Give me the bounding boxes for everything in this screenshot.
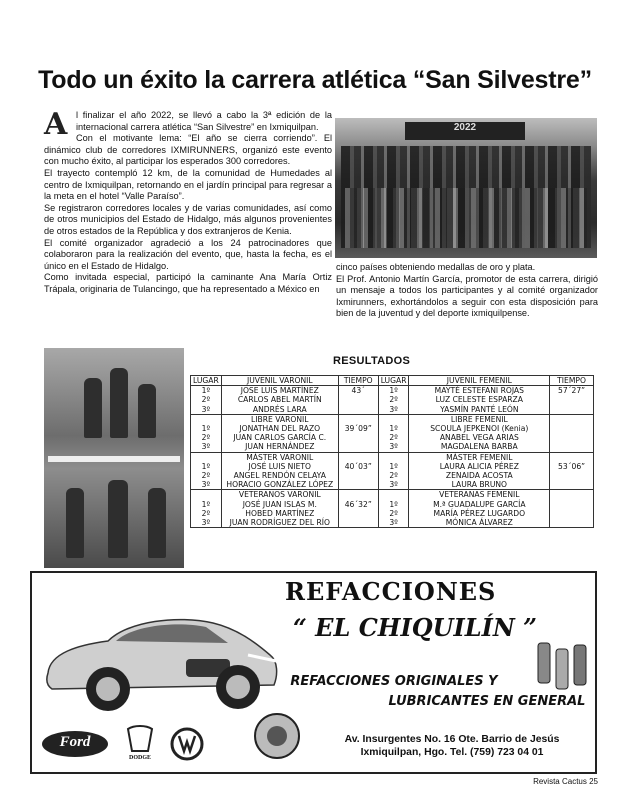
table-cell: LIBRE FEMENIL bbox=[409, 414, 550, 424]
table-cell bbox=[550, 518, 594, 528]
column-header: LUGAR bbox=[378, 376, 409, 386]
table-row bbox=[191, 471, 594, 480]
paragraph: Como invitada especial, participó la caminante Ana María Ortiz Trápala, originaria de Tulancingo, que ha representado a México en bbox=[44, 272, 332, 294]
table-cell: 3º bbox=[378, 518, 409, 528]
table-row bbox=[191, 509, 594, 518]
table-cell bbox=[338, 433, 378, 442]
table-cell: 3º bbox=[378, 405, 409, 415]
table-cell bbox=[338, 395, 378, 404]
runners-group-photo bbox=[335, 118, 597, 258]
advertisement bbox=[30, 571, 597, 774]
table-cell: 2º bbox=[191, 471, 222, 480]
table-row bbox=[191, 386, 594, 396]
table-cell: 2º bbox=[378, 509, 409, 518]
table-cell: ANGEL RENDÓN CELAYA bbox=[221, 471, 338, 480]
results-title: RESULTADOS bbox=[333, 355, 411, 367]
column-header: TIEMPO bbox=[338, 376, 378, 386]
table-cell bbox=[550, 480, 594, 490]
table-cell: JOSÉ JUAN ISLAS M. bbox=[221, 500, 338, 509]
table-cell bbox=[550, 500, 594, 509]
table-cell: 2º bbox=[191, 433, 222, 442]
table-cell: 39´09” bbox=[338, 424, 378, 433]
car-illustration bbox=[38, 593, 283, 713]
table-cell: LAURA BRUNO bbox=[409, 480, 550, 490]
table-cell: 40´03” bbox=[338, 462, 378, 471]
table-cell: VETERANOS VARONIL bbox=[221, 490, 338, 500]
table-cell: 46´32” bbox=[338, 500, 378, 509]
ad-tagline: LUBRICANTES EN GENERAL bbox=[388, 694, 586, 709]
table-cell bbox=[338, 471, 378, 480]
table-cell: JUAN CARLOS GARCÍA C. bbox=[221, 433, 338, 442]
ad-address-line: Av. Insurgentes No. 16 Ote. Barrio de Jesús bbox=[344, 734, 560, 745]
results-table bbox=[190, 375, 594, 528]
table-cell: 1º bbox=[191, 462, 222, 471]
paragraph: l finalizar el año 2022, se llevó a cabo la 3ª edición de la internacional carrera atlética “San Silvestre” en Ixmiquilpan. bbox=[76, 110, 332, 132]
table-cell: 1º bbox=[378, 386, 409, 396]
paragraph: Con el motivante lema: “El año se cierra corriendo”. El dinámico club de corredores IXMIRUNNERS, organizó este evento con mucho éxito, al participar los esperados 300 corredores. bbox=[44, 133, 332, 167]
column-header: LUGAR bbox=[191, 376, 222, 386]
table-cell: JONATHAN DEL RAZO bbox=[221, 424, 338, 433]
table-cell: HOBED MARTÍNEZ bbox=[221, 509, 338, 518]
table-cell: 1º bbox=[378, 500, 409, 509]
table-cell: 3º bbox=[191, 518, 222, 528]
table-row bbox=[191, 462, 594, 471]
table-cell: 57´27” bbox=[550, 386, 594, 396]
table-cell: 1º bbox=[378, 462, 409, 471]
table-row bbox=[191, 424, 594, 433]
table-cell bbox=[550, 424, 594, 433]
photo-banner: 2022 bbox=[405, 122, 525, 140]
table-cell bbox=[550, 433, 594, 442]
clutch-disc-icon bbox=[252, 711, 302, 761]
spark-plugs-icon bbox=[532, 639, 594, 699]
table-cell bbox=[191, 414, 222, 424]
ad-tagline: REFACCIONES ORIGINALES Y bbox=[290, 674, 498, 689]
table-cell: 3º bbox=[191, 405, 222, 415]
podium-figure bbox=[84, 378, 102, 438]
column-header: TIEMPO bbox=[550, 376, 594, 386]
paragraph: El Prof. Antonio Martín García, promotor de esta carrera, dirigió un mensaje a todos los participantes y al comité organizador Ixmirunners, exhortándolos a seguir con esta disposición para bien de la juventud y del deporte ixmiquilpense. bbox=[336, 273, 598, 319]
photo-divider bbox=[48, 456, 180, 462]
article-title: Todo un éxito la carrera atlética “San Silvestre” bbox=[38, 66, 592, 94]
table-cell: HORACIO GONZÁLEZ LÓPEZ bbox=[221, 480, 338, 490]
table-cell bbox=[550, 452, 594, 462]
table-cell: 3º bbox=[378, 442, 409, 452]
table-cell: 2º bbox=[378, 395, 409, 404]
table-cell: JOSE LUIS MARTÍNEZ bbox=[221, 386, 338, 396]
ad-address bbox=[307, 733, 597, 759]
drop-cap: A bbox=[44, 107, 68, 142]
table-cell: 3º bbox=[378, 480, 409, 490]
table-cell: ANDRÉS LARA bbox=[221, 405, 338, 415]
table-cell bbox=[378, 452, 409, 462]
table-cell bbox=[191, 452, 222, 462]
paragraph: cinco países obteniendo medallas de oro y plata. bbox=[336, 262, 536, 272]
ford-logo-text: Ford bbox=[59, 734, 91, 750]
ad-subtitle: “ EL CHIQUILÍN ” bbox=[293, 613, 537, 642]
page-footer: Revista Cactus 25 bbox=[533, 777, 598, 786]
table-cell bbox=[338, 480, 378, 490]
podium-figure bbox=[108, 480, 128, 558]
table-row bbox=[191, 442, 594, 452]
table-cell bbox=[191, 490, 222, 500]
table-cell: CARLOS ABEL MARTÍN bbox=[221, 395, 338, 404]
table-cell: MÁSTER FEMENIL bbox=[409, 452, 550, 462]
volkswagen-logo bbox=[170, 727, 204, 761]
table-cell: 2º bbox=[191, 509, 222, 518]
article-body-left bbox=[44, 107, 332, 296]
table-cell: MÁSTER VARONIL bbox=[221, 452, 338, 462]
dodge-logo bbox=[124, 725, 156, 767]
table-cell: ANABEL VEGA ARIAS bbox=[409, 433, 550, 442]
table-row bbox=[191, 480, 594, 490]
table-cell: M.ª GUADALUPE GARCÍA bbox=[409, 500, 550, 509]
table-cell: SCOULA JEPKENOI (Kenia) bbox=[409, 424, 550, 433]
table-row bbox=[191, 452, 594, 462]
ad-title: REFACCIONES bbox=[285, 577, 497, 606]
table-cell bbox=[550, 509, 594, 518]
table-cell: MAYTÉ ESTEFANI ROJAS bbox=[409, 386, 550, 396]
table-cell bbox=[338, 414, 378, 424]
table-cell: 1º bbox=[191, 386, 222, 396]
table-row bbox=[191, 414, 594, 424]
table-cell bbox=[550, 490, 594, 500]
table-row bbox=[191, 490, 594, 500]
table-cell: 2º bbox=[378, 433, 409, 442]
table-cell: 53´06” bbox=[550, 462, 594, 471]
table-row bbox=[191, 405, 594, 415]
ford-logo bbox=[42, 731, 108, 757]
table-cell: 3º bbox=[191, 480, 222, 490]
table-cell: 1º bbox=[191, 500, 222, 509]
table-cell: 2º bbox=[191, 395, 222, 404]
table-cell: 43´ bbox=[338, 386, 378, 396]
paragraph: Se registraron corredores locales y de varias comunidades, así como de otros municipios del Estado de Hidalgo, más algunos provenientes de otros estados de la República y dos extranjeros de Kenia. bbox=[44, 202, 332, 236]
table-cell bbox=[550, 414, 594, 424]
table-cell: MARÍA PÉREZ LUGARDO bbox=[409, 509, 550, 518]
photo-people-front bbox=[345, 188, 587, 248]
table-cell: JOSÉ LUIS NIETO bbox=[221, 462, 338, 471]
table-cell: MÓNICA ÁLVAREZ bbox=[409, 518, 550, 528]
table-cell bbox=[550, 442, 594, 452]
table-cell bbox=[550, 471, 594, 480]
table-row bbox=[191, 395, 594, 404]
table-cell bbox=[338, 442, 378, 452]
table-cell: LIBRE VARONIL bbox=[221, 414, 338, 424]
table-cell: LUZ CELESTE ESPARZA bbox=[409, 395, 550, 404]
podium-figure bbox=[148, 488, 166, 558]
podium-figure bbox=[110, 368, 128, 438]
table-cell: LAURA ALICIA PÉREZ bbox=[409, 462, 550, 471]
table-row bbox=[191, 500, 594, 509]
table-cell: JUAN HERNÁNDEZ bbox=[221, 442, 338, 452]
table-cell bbox=[338, 509, 378, 518]
table-cell bbox=[338, 518, 378, 528]
table-cell bbox=[378, 414, 409, 424]
article-body-right bbox=[336, 262, 598, 320]
table-row bbox=[191, 518, 594, 528]
table-cell bbox=[550, 405, 594, 415]
paragraph: El comité organizador agradeció a los 24 patrocinadores que colaboraron para la realización del evento, que, hasta la fecha, es el único en el Estado de Hidalgo. bbox=[44, 237, 332, 271]
table-cell: VETERANAS FEMENIL bbox=[409, 490, 550, 500]
podium-figure bbox=[66, 488, 84, 558]
table-cell bbox=[378, 490, 409, 500]
table-cell: YASMÍN PANTÉ LEÓN bbox=[409, 405, 550, 415]
table-cell: 1º bbox=[378, 424, 409, 433]
table-cell bbox=[338, 490, 378, 500]
ram-head-icon bbox=[124, 725, 156, 755]
table-cell: MAGDALENA BARBA bbox=[409, 442, 550, 452]
table-cell bbox=[338, 405, 378, 415]
table-cell: ZENAIDA ACOSTA bbox=[409, 471, 550, 480]
table-row bbox=[191, 433, 594, 442]
table-cell bbox=[550, 395, 594, 404]
results-body bbox=[191, 386, 594, 528]
table-cell: 2º bbox=[378, 471, 409, 480]
podium-figure bbox=[138, 384, 156, 438]
podium-photo bbox=[44, 348, 184, 568]
table-cell: JUAN RODRÍGUEZ DEL RÍO bbox=[221, 518, 338, 528]
column-header: JUVENIL FEMENIL bbox=[409, 376, 550, 386]
paragraph: El trayecto contempló 12 km, de la comunidad de Humedades al centro de Ixmiquilpan, retornando en el jardín principal para regresar a la meta en el hotel “Valle Paraíso”. bbox=[44, 167, 332, 202]
table-cell bbox=[338, 452, 378, 462]
table-header-row bbox=[191, 376, 594, 386]
column-header: JUVENIL VARONIL bbox=[221, 376, 338, 386]
dodge-logo-text: DODGE bbox=[128, 755, 151, 761]
table-cell: 1º bbox=[191, 424, 222, 433]
ad-phone-line: Ixmiquilpan, Hgo. Tel. (759) 723 04 01 bbox=[360, 747, 544, 758]
table-cell: 3º bbox=[191, 442, 222, 452]
